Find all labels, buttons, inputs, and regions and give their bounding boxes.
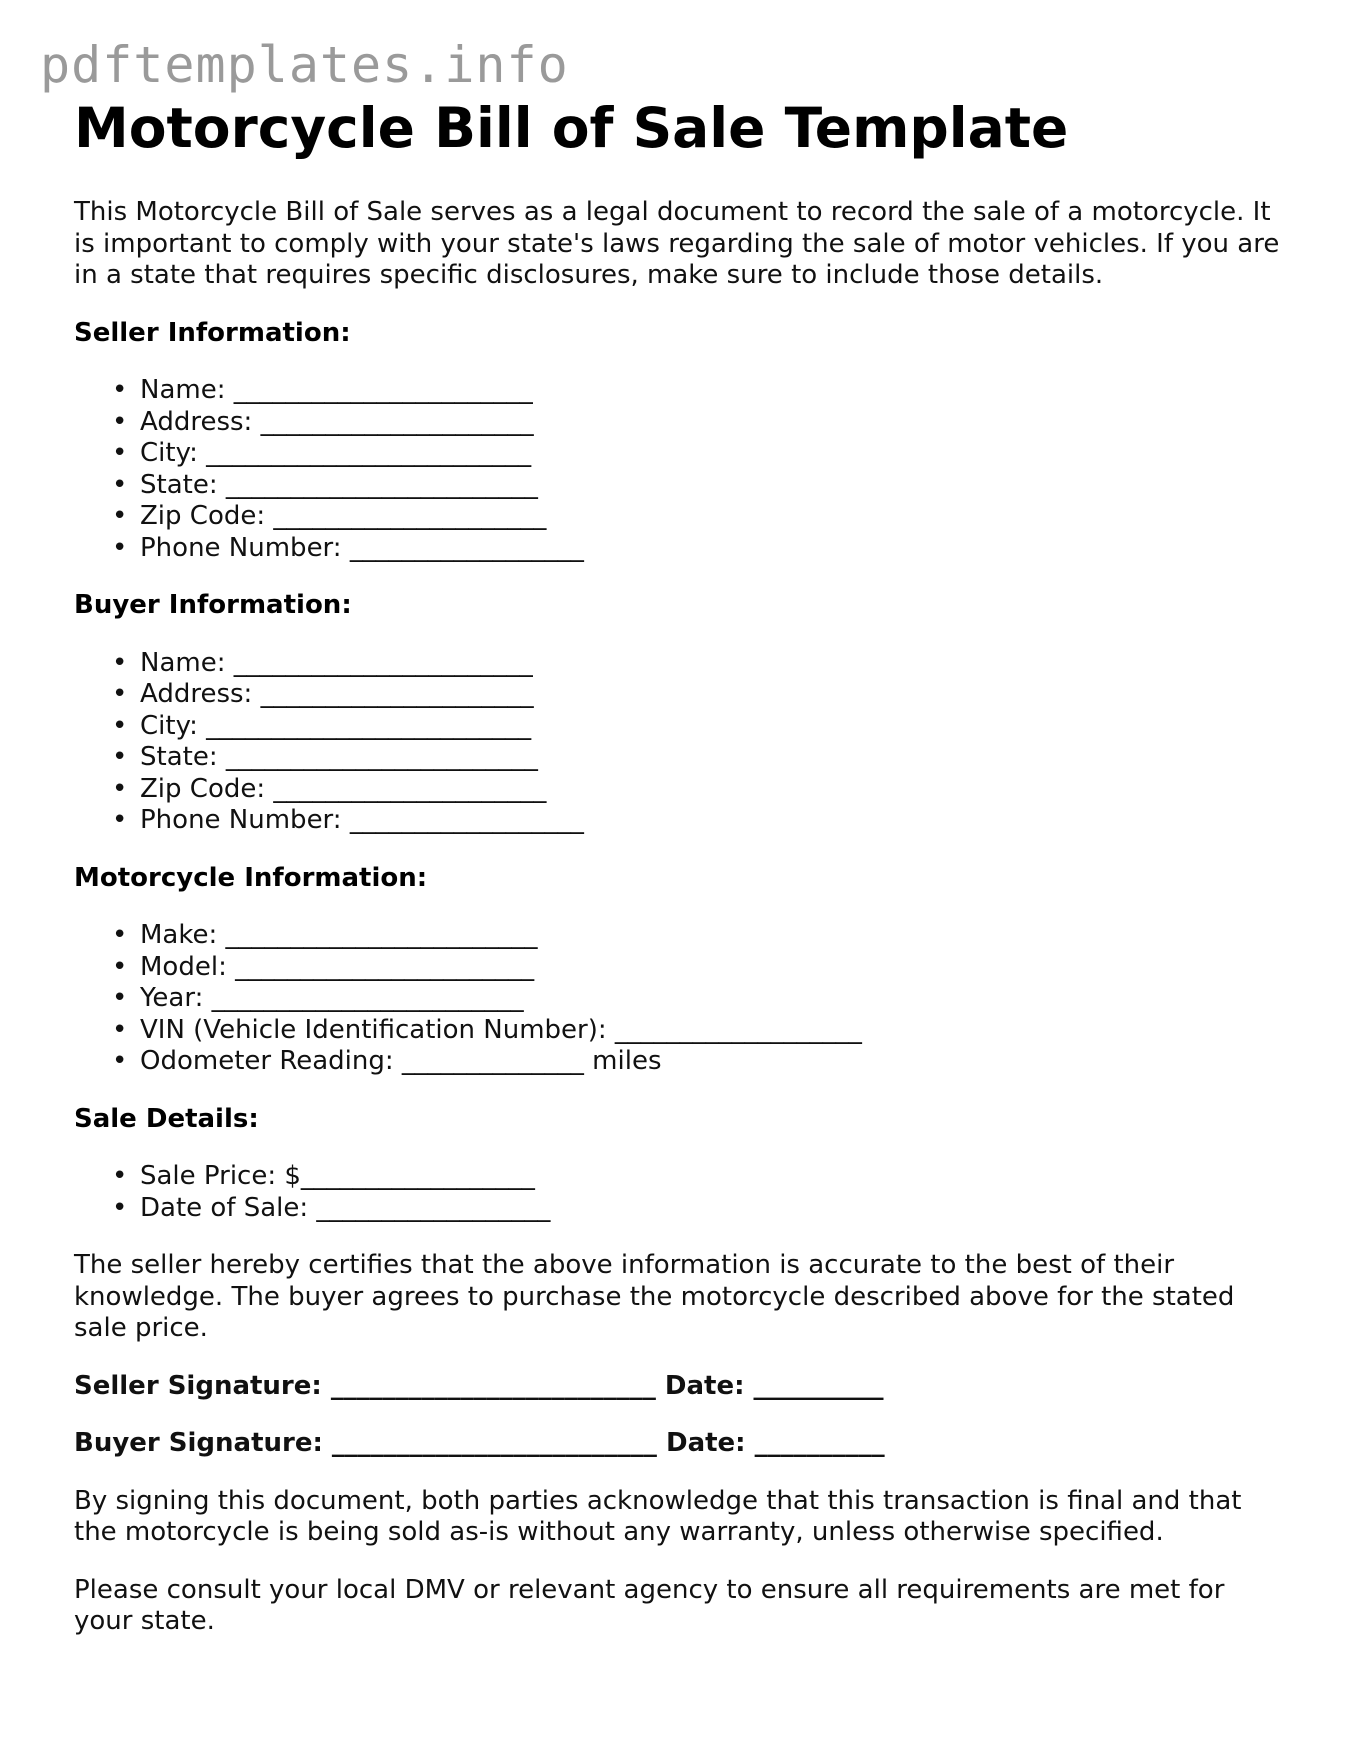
- buyer-signature-line: Buyer Signature: _________________________ Date: __________: [74, 1428, 885, 1458]
- bullet: •: [112, 742, 128, 772]
- bullet: •: [112, 805, 128, 835]
- bullet: •: [112, 1014, 128, 1045]
- bullet: •: [112, 532, 128, 563]
- sale-details-list: [74, 1161, 1289, 1224]
- buyer-city-field: City: _________________________: [140, 710, 532, 741]
- list-item: [112, 983, 1289, 1015]
- buyer-state-field: State: ________________________: [140, 742, 538, 772]
- buyer-information-list: [74, 648, 1289, 837]
- seller-state-field: State: ________________________: [140, 469, 538, 500]
- bullet: •: [112, 438, 128, 468]
- list-item: [112, 951, 1289, 984]
- bullet: •: [112, 1161, 128, 1191]
- list-item: [112, 1014, 1289, 1047]
- buyer-zip-field: Zip Code: _____________________: [140, 773, 547, 804]
- buyer-information-heading: Buyer Information:: [74, 590, 352, 620]
- buyer-name-field: Name: _______________________: [140, 647, 533, 678]
- seller-information-heading: Seller Information:: [74, 317, 351, 348]
- page-title: Motorcycle Bill of Sale Template: [74, 96, 1069, 160]
- list-item: [112, 469, 1289, 502]
- sale-date-field: Date of Sale: __________________: [140, 1192, 551, 1223]
- seller-phone-field: Phone Number: __________________: [140, 532, 584, 563]
- certification-paragraph: The seller hereby certifies that the above information is accurate to the best of their knowledge. The buyer agrees to purchase the motorcycle described above for the stated sale price.: [74, 1250, 1235, 1343]
- seller-address-field: Address: _____________________: [140, 406, 534, 437]
- list-item: [112, 501, 1289, 533]
- list-item: [112, 647, 1289, 680]
- watermark: pdftemplates.info: [40, 36, 569, 94]
- bullet: •: [112, 647, 128, 678]
- motorcycle-year-field: Year: ________________________: [140, 983, 524, 1013]
- list-item: [112, 1161, 1289, 1193]
- seller-name-field: Name: _______________________: [140, 375, 533, 405]
- sale-details-heading: Sale Details:: [74, 1103, 259, 1134]
- motorcycle-vin-field: VIN (Vehicle Identification Number): ___________________: [140, 1014, 862, 1045]
- list-item: [112, 532, 1289, 565]
- seller-city-field: City: _________________________: [140, 438, 532, 468]
- list-item: [112, 773, 1289, 806]
- bullet: •: [112, 679, 128, 709]
- bullet: •: [112, 983, 128, 1013]
- buyer-phone-field: Phone Number: __________________: [140, 805, 584, 835]
- bullet: •: [112, 1046, 128, 1076]
- consult-paragraph: Please consult your local DMV or relevant agency to ensure all requirements are met for your state.: [74, 1574, 1225, 1636]
- motorcycle-model-field: Model: _______________________: [140, 951, 535, 982]
- bullet: •: [112, 375, 128, 405]
- buyer-address-field: Address: _____________________: [140, 679, 534, 709]
- list-item: [112, 920, 1289, 952]
- list-item: [112, 742, 1289, 774]
- motorcycle-odometer-field: Odometer Reading: ______________ miles: [140, 1046, 662, 1076]
- seller-information-list: [74, 375, 1289, 564]
- list-item: [112, 375, 1289, 407]
- document-page: [74, 96, 1289, 1638]
- list-item: [112, 438, 1289, 470]
- list-item: [112, 1046, 1289, 1078]
- intro-paragraph: This Motorcycle Bill of Sale serves as a legal document to record the sale of a motorcycle. It is important to comply with your state's laws regarding the sale of motor vehicles. If you are in a state that requires specific disclosures, make sure to include those details.: [74, 197, 1280, 290]
- sale-price-field: Sale Price: $__________________: [140, 1161, 535, 1191]
- list-item: [112, 710, 1289, 743]
- bullet: •: [112, 469, 128, 500]
- bullet: •: [112, 501, 128, 531]
- bullet: •: [112, 951, 128, 982]
- list-item: [112, 406, 1289, 439]
- bullet: •: [112, 920, 128, 950]
- bullet: •: [112, 773, 128, 804]
- motorcycle-information-heading: Motorcycle Information:: [74, 862, 428, 893]
- bullet: •: [112, 406, 128, 437]
- seller-signature-line: Seller Signature: _________________________ Date: __________: [74, 1370, 884, 1401]
- acknowledgement-paragraph: By signing this document, both parties acknowledge that this transaction is final and that the motorcycle is being sold as-is without any warranty, unless otherwise specified.: [74, 1485, 1242, 1547]
- motorcycle-information-list: [74, 920, 1289, 1078]
- list-item: [112, 1192, 1289, 1225]
- bullet: •: [112, 1192, 128, 1223]
- seller-zip-field: Zip Code: _____________________: [140, 501, 547, 531]
- bullet: •: [112, 710, 128, 741]
- list-item: [112, 805, 1289, 837]
- list-item: [112, 679, 1289, 711]
- motorcycle-make-field: Make: ________________________: [140, 920, 538, 950]
